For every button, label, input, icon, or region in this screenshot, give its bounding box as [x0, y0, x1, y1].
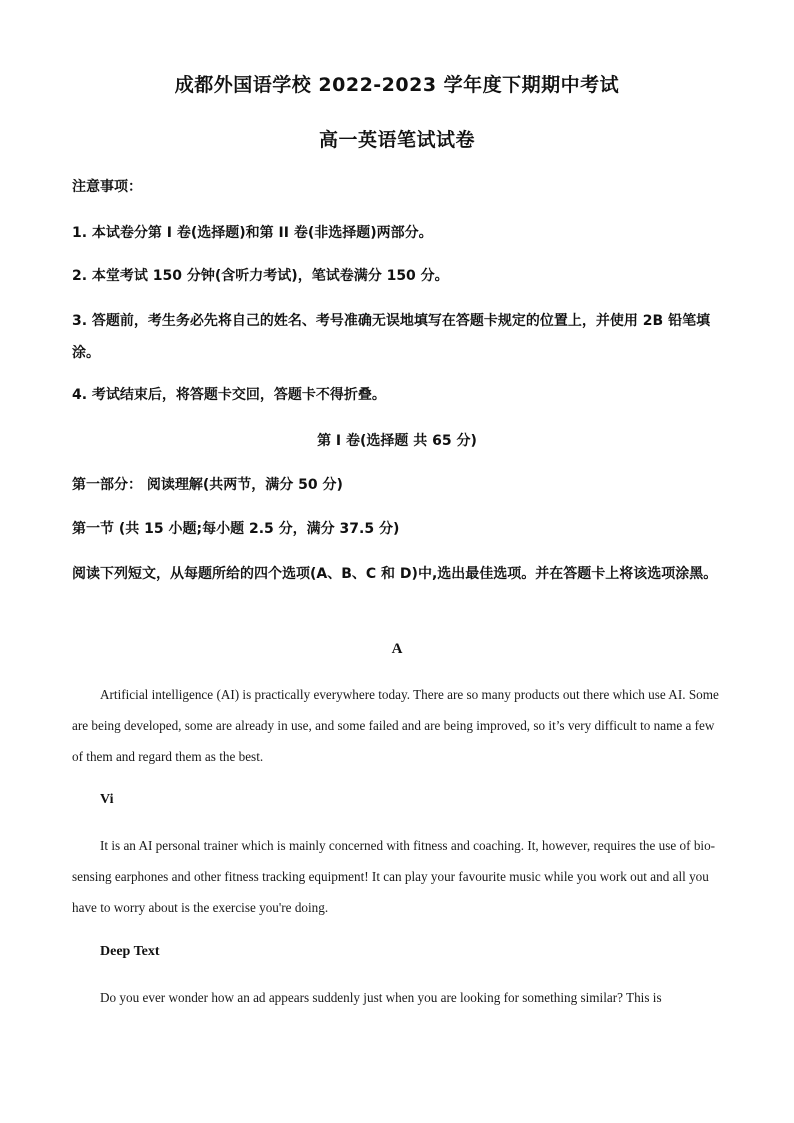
- note-item-3: 3. 答题前，考生务必先将自己的姓名、考号准确无误地填写在答题卡规定的位置上，并使用 2B 铅笔填涂。: [72, 313, 711, 361]
- passage-intro: Artificial intelligence (AI) is practically everywhere today. There are so many products out there which use AI. Some are being developed, some are already in use, and some failed and are being improved, so it’s very difficult to name a few of them and regard them as the best.: [72, 687, 719, 764]
- exam-title: 成都外国语学校 2022-2023 学年度下期期中考试: [174, 74, 620, 96]
- exam-subtitle: 高一英语笔试试卷: [318, 129, 475, 151]
- item-text-deep-text: Do you ever wonder how an ad appears suddenly just when you are looking for something similar? This is: [100, 990, 662, 1005]
- item-text-vi: It is an AI personal trainer which is mainly concerned with fitness and coaching. It, however, requires the use of bio-sensing earphones and other fitness tracking equipment! It can play your favourite music while you work out and all you have to worry about is the exercise you're doing.: [72, 838, 716, 915]
- note-item-2: 2. 本堂考试 150 分钟(含听力考试)，笔试卷满分 150 分。: [72, 268, 449, 284]
- item-name-deep-text: Deep Text: [100, 944, 160, 959]
- part-title: 第一部分： 阅读理解(共两节，满分 50 分): [72, 477, 343, 493]
- item-name-vi: Vi: [100, 792, 114, 807]
- reading-instruction: 阅读下列短文，从每题所给的四个选项(A、B、C 和 D)中,选出最佳选项。并在答题卡上将该选项涂黑。: [72, 566, 718, 582]
- volume-title: 第 I 卷(选择题 共 65 分): [317, 433, 477, 449]
- note-item-1: 1. 本试卷分第 I 卷(选择题)和第 II 卷(非选择题)两部分。: [72, 225, 433, 241]
- note-item-4: 4. 考试结束后，将答题卡交回，答题卡不得折叠。: [72, 387, 386, 403]
- notes-heading: 注意事项：: [72, 179, 142, 195]
- subsection-title: 第一节 (共 15 小题;每小题 2.5 分，满分 37.5 分): [72, 521, 400, 537]
- passage-letter: A: [391, 641, 403, 657]
